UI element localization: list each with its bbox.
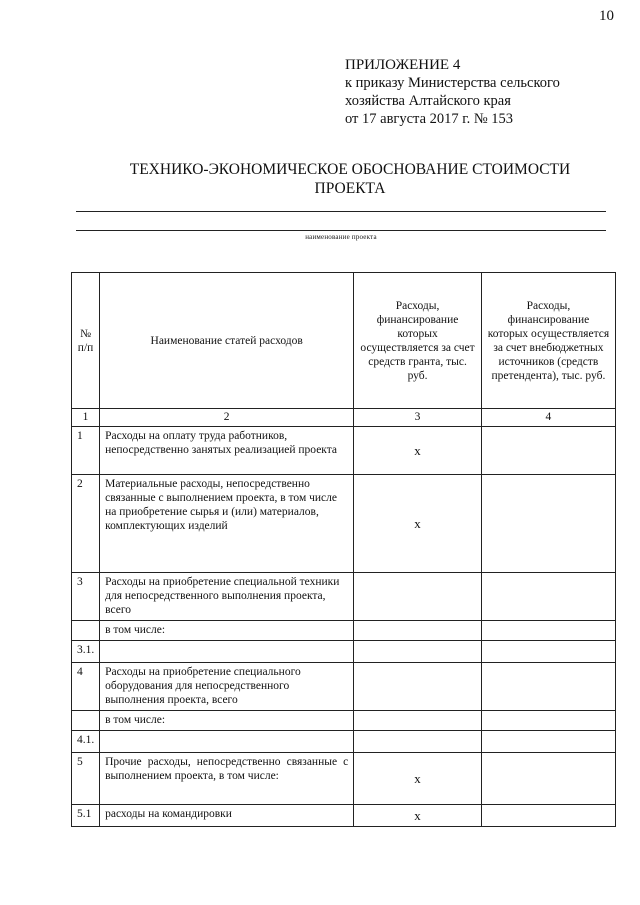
row-name: в том числе: xyxy=(100,711,354,731)
row-grant xyxy=(354,663,482,711)
table-row xyxy=(72,711,616,731)
row-number: 5.1 xyxy=(72,805,100,827)
row-grant: x xyxy=(354,475,482,573)
document-title-line: ТЕХНИКО-ЭКОНОМИЧЕСКОЕ ОБОСНОВАНИЕ СТОИМОСТИ xyxy=(129,161,571,178)
appendix-line: хозяйства Алтайского края xyxy=(345,93,511,109)
row-name: Расходы на приобретение специального оборудования для непосредственного выполнения проекта, всего xyxy=(100,663,354,711)
row-extra xyxy=(481,475,615,573)
column-number: 4 xyxy=(481,409,615,427)
row-extra xyxy=(481,573,615,621)
row-number: 3.1. xyxy=(72,641,100,663)
column-number-row xyxy=(72,409,616,427)
row-grant xyxy=(354,621,482,641)
appendix-line: от 17 августа 2017 г. № 153 xyxy=(345,111,514,127)
row-name: Расходы на приобретение специальной техники для непосредственного выполнения проекта, всего xyxy=(100,573,354,621)
header-extra: Расходы, финансирование которых осуществляется за счет внебюджетных источников (средств претендента), тыс. руб. xyxy=(481,273,615,409)
header-grant: Расходы, финансирование которых осуществляется за счет средств гранта, тыс. руб. xyxy=(354,273,482,409)
row-number: 4.1. xyxy=(72,731,100,753)
project-name-line xyxy=(76,230,606,231)
row-extra xyxy=(481,427,615,475)
table-row xyxy=(72,731,616,753)
row-grant: x xyxy=(354,805,482,827)
row-grant: x xyxy=(354,427,482,475)
document-title xyxy=(60,160,640,198)
row-name: Прочие расходы, непосредственно связанные с выполнением проекта, в том числе: xyxy=(100,753,354,805)
table-row xyxy=(72,753,616,805)
column-number: 3 xyxy=(354,409,482,427)
row-name xyxy=(100,641,354,663)
table-row xyxy=(72,573,616,621)
table-header-row xyxy=(72,273,616,409)
column-number: 1 xyxy=(72,409,100,427)
row-extra xyxy=(481,805,615,827)
appendix-block xyxy=(345,56,560,128)
row-grant xyxy=(354,641,482,663)
row-extra xyxy=(481,711,615,731)
row-name: в том числе: xyxy=(100,621,354,641)
row-grant xyxy=(354,711,482,731)
row-extra xyxy=(481,663,615,711)
row-extra xyxy=(481,753,615,805)
row-number xyxy=(72,711,100,731)
row-name: Материальные расходы, непосредственно связанные с выполнением проекта, в том числе на приобретение сырья и (или) материалов, комплектующих изделий xyxy=(100,475,354,573)
row-name: Расходы на оплату труда работников, непосредственно занятых реализацией проекта xyxy=(100,427,354,475)
header-number: № п/п xyxy=(72,273,100,409)
project-name-caption: наименование проекта xyxy=(305,233,377,241)
row-number: 4 xyxy=(72,663,100,711)
table-row xyxy=(72,427,616,475)
row-extra xyxy=(481,731,615,753)
row-grant xyxy=(354,573,482,621)
row-name xyxy=(100,731,354,753)
table-row xyxy=(72,475,616,573)
row-number: 2 xyxy=(72,475,100,573)
project-name-line xyxy=(76,211,606,212)
column-number: 2 xyxy=(100,409,354,427)
row-name: расходы на командировки xyxy=(100,805,354,827)
row-extra xyxy=(481,641,615,663)
row-number: 3 xyxy=(72,573,100,621)
document-title-line: ПРОЕКТА xyxy=(314,180,386,197)
table-row xyxy=(72,641,616,663)
appendix-title: ПРИЛОЖЕНИЕ 4 xyxy=(345,57,461,73)
row-number xyxy=(72,621,100,641)
row-number: 1 xyxy=(72,427,100,475)
row-grant xyxy=(354,731,482,753)
row-extra xyxy=(481,621,615,641)
appendix-line: к приказу Министерства сельского xyxy=(345,75,560,91)
cost-table xyxy=(71,272,616,827)
row-number: 5 xyxy=(72,753,100,805)
row-grant: x xyxy=(354,753,482,805)
table-row xyxy=(72,663,616,711)
page-number: 10 xyxy=(599,8,614,24)
header-name: Наименование статей расходов xyxy=(100,273,354,409)
table-row xyxy=(72,805,616,827)
table-row xyxy=(72,621,616,641)
